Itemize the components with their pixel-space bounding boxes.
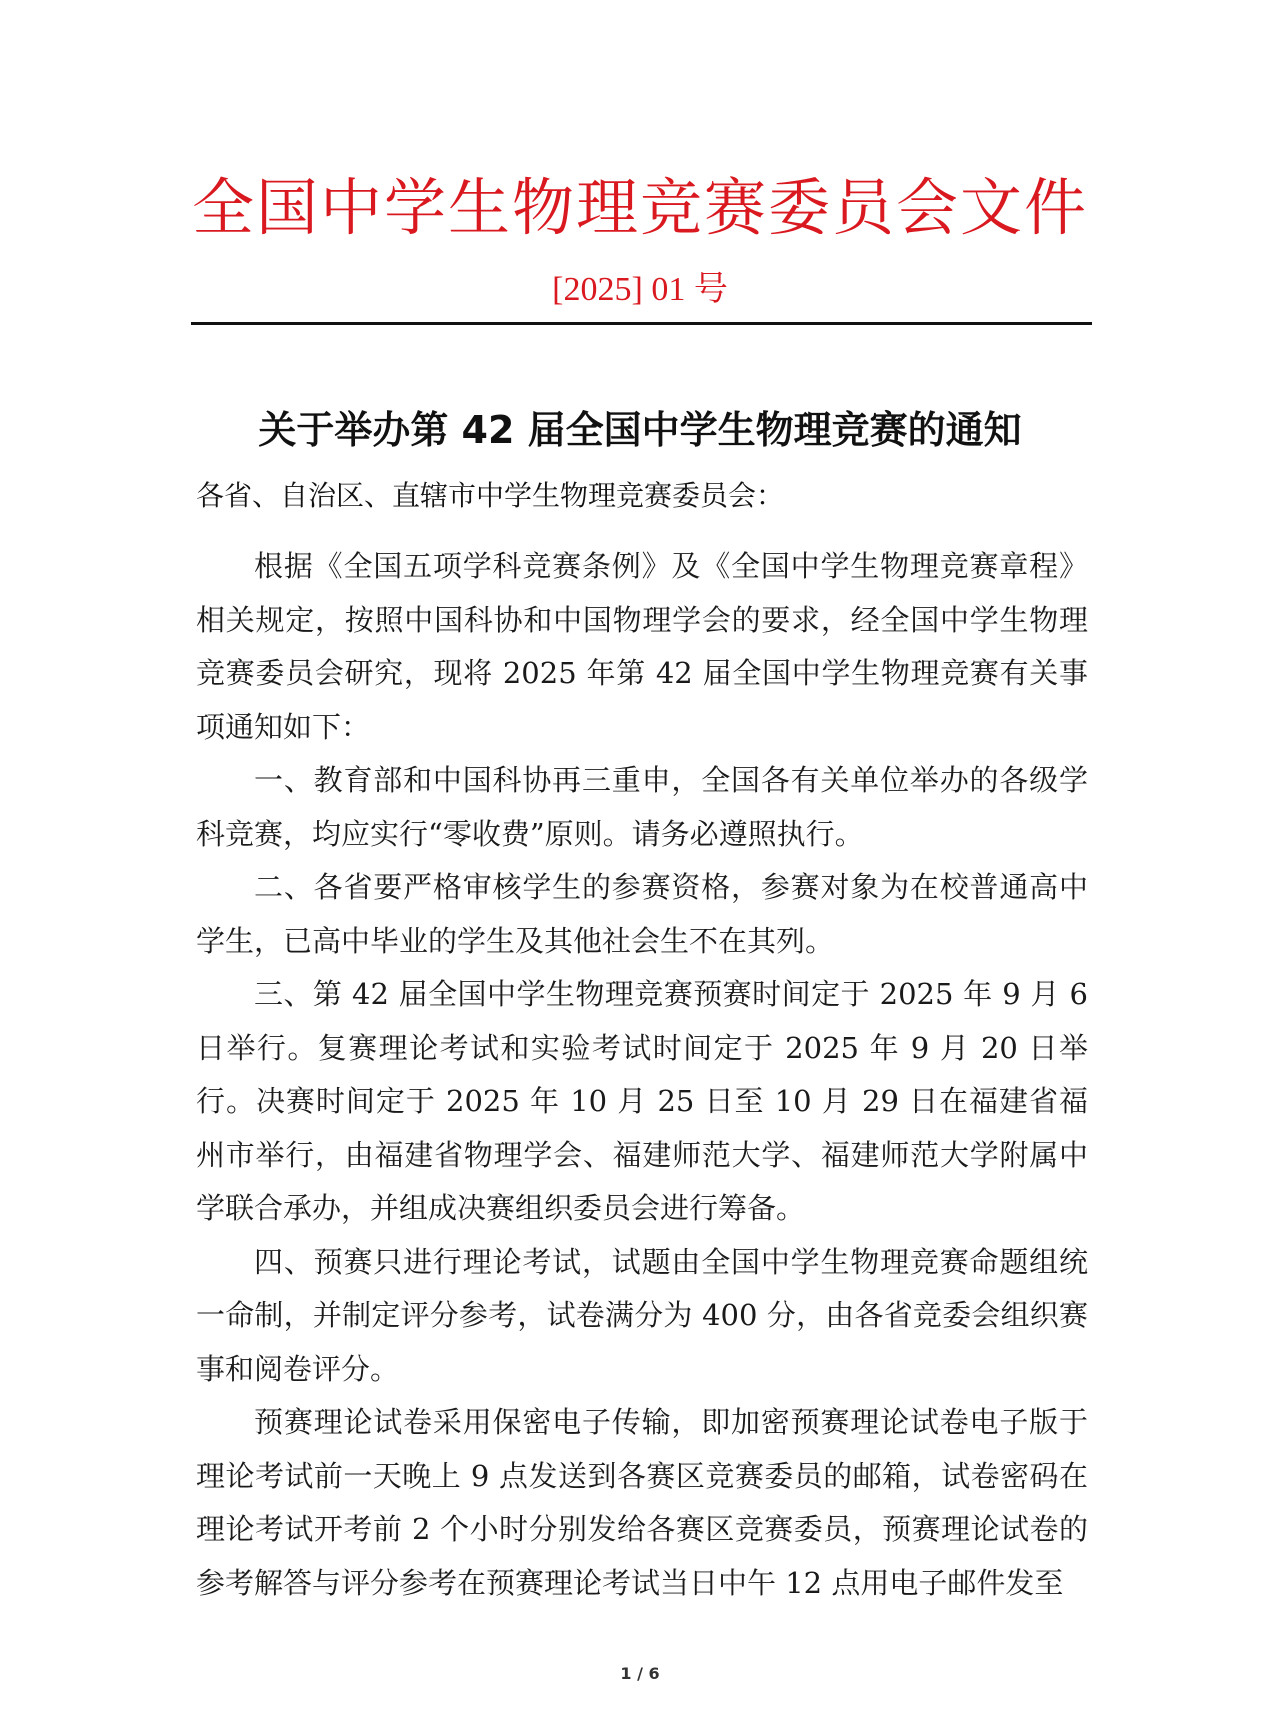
page-number: 1 / 6	[620, 1664, 660, 1683]
paragraph-item-3: 三、第 42 届全国中学生物理竞赛预赛时间定于 2025 年 9 月 6 日举行。复赛理论考试和实验考试时间定于 2025 年 9 月 20 日举行。决赛时间定于 2025 年 10 月 25 日至 10 月 29 日在福建省福州市举行，由福建省物理学会、福建师范大学、福建师范大学附属中学联合承办，并组成决赛组织委员会进行筹备。	[196, 977, 1088, 1225]
paragraph-item-4: 四、预赛只进行理论考试，试题由全国中学生物理竞赛命题组统一命制，并制定评分参考，试卷满分为 400 分，由各省竞委会组织赛事和阅卷评分。	[196, 1244, 1088, 1386]
document-header-title: 全国中学生物理竞赛委员会文件	[191, 171, 1088, 244]
document-number: [2025] 01 号	[552, 271, 728, 308]
salutation: 各省、自治区、直辖市中学生物理竞赛委员会：	[196, 479, 785, 512]
header-divider	[191, 322, 1092, 325]
paragraph-item-1: 一、教育部和中国科协再三重申，全国各有关单位举办的各级学科竞赛，均应实行“零收费”原则。请务必遵照执行。	[196, 763, 1088, 851]
notice-body	[196, 540, 1088, 1610]
paragraph-item-2: 二、各省要严格审核学生的参赛资格，参赛对象为在校普通高中学生，已高中毕业的学生及其他社会生不在其列。	[196, 870, 1088, 958]
notice-title: 关于举办第 42 届全国中学生物理竞赛的通知	[258, 408, 1022, 452]
paragraph-prelim-delivery: 预赛理论试卷采用保密电子传输，即加密预赛理论试卷电子版于理论考试前一天晚上 9 点发送到各赛区竞赛委员的邮箱，试卷密码在理论考试开考前 2 个小时分别发给各赛区竞赛委员，预赛理论试卷的参考解答与评分参考在预赛理论考试当日中午 12 点用电子邮件发至	[196, 1405, 1088, 1600]
paragraph-intro: 根据《全国五项学科竞赛条例》及《全国中学生物理竞赛章程》相关规定，按照中国科协和中国物理学会的要求，经全国中学生物理竞赛委员会研究，现将 2025 年第 42 届全国中学生物理竞赛有关事项通知如下：	[196, 549, 1088, 744]
